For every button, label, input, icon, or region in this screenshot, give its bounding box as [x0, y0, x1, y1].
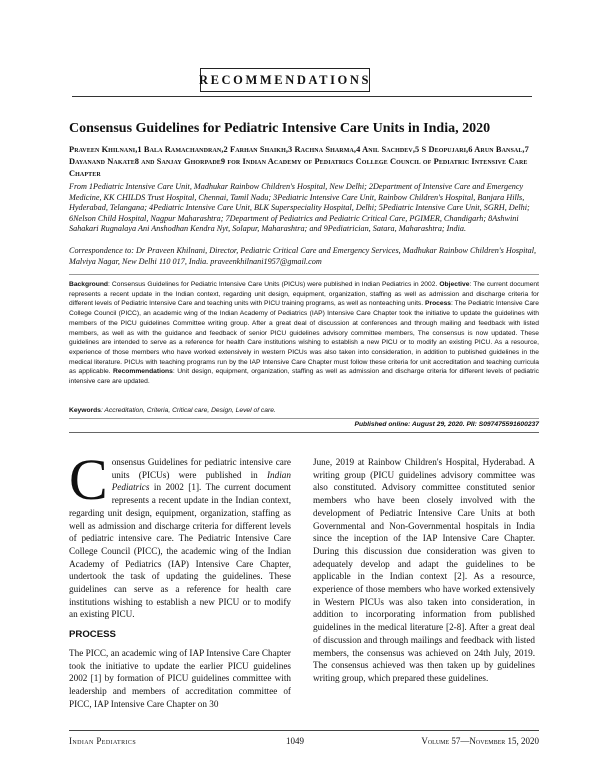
abstract-background: : Consensus Guidelines for Pediatric Intensive Care Units (PICUs) were published in Indian Pediatrics in 2002. [108, 281, 440, 288]
article-title: Consensus Guidelines for Pediatric Intensive Care Units in India, 2020 [69, 121, 491, 136]
footer-journal: Indian Pediatrics [69, 736, 137, 746]
published-online: Published online: August 29, 2020. PII: S097475591600237 [354, 421, 539, 428]
intro-journal: Indian Pediatrics [111, 469, 291, 493]
abstract-process-label: Process [425, 300, 452, 308]
abstract-top-rule [69, 274, 539, 275]
keywords-text: : Accreditation, Criteria, Critical care, Design, Level of care. [100, 407, 276, 414]
abstract-recommendations-label: Recommendations [113, 368, 173, 376]
process-heading: PROCESS [69, 629, 116, 641]
published-rule [69, 432, 539, 433]
intro-text-a: onsensus Guidelines for pediatric intensive care units (PICUs) were published in [111, 457, 291, 480]
drop-cap: C [69, 447, 108, 512]
page-number: 1049 [286, 736, 304, 746]
keywords [69, 406, 539, 415]
abstract-background-label: Background [69, 281, 109, 288]
intro-paragraph [69, 447, 291, 621]
footer-volume: Volume 57—November 15, 2020 [421, 736, 539, 746]
abstract-process: : The Pediatric Intensive Care College Council (PICC), an academic wing of the Indian Academy of Pediatrics (IAP) Intensive Care Chapter took the initiative to update the guidelines with members of the PICU guidelines Committee writing group. After a great deal of discussion at conferences and through mailing and feedback with listed members, as well as with the guidance and feedback of senior PICU guidelines advisory committee members, The consensus is now updated. These guidelines are intended to serve as a reference for health Care institutions wishing to establish a new PICU or to modify an existing PICU. As a resource, experience of those members who have worked extensively in western PICUs was also taken into consideration, in addition to published guidelines in the medical literature. PICUs with teaching programs run by the IAP Intensive Care Chapter must follow these criteria for unit accreditation and teaching curricula as applicable. [69, 300, 540, 376]
affiliations: From 1Pediatric Intensive Care Unit, Madhukar Rainbow Children's Hospital, New Delhi; 2Department of Intensive Care and Emergency Medicine, KK CHILDS Trust Hospital, Chennai, Tamil Nadu; 3Pediatric Intensive Care Unit, Rainbow Children's Hospital, Banjara Hills, Hyderabad, Telangana; 4Pediatric Intensive Care Unit, BLK Superspeciality Hospital, Delhi; 5Pediatric Intensive Care Unit, SGRH, Delhi; 6Nelson Child Hospital, Nagpur Maharashtra; 7Department of Pediatrics and Pediatric Critical Care, PGIMER, Chandigarh; 8Ashwini Sahakari Rugnalaya Ani Anshodhan Kendra Nyt, Solapur, Maharashtra; and 9Pediatrician, Satara, Maharashtra; India. [69, 182, 530, 234]
keywords-label: Keywords [69, 407, 101, 414]
abstract [69, 280, 539, 387]
abstract-objective: : The current document represents a recent update in the Indian context, regarding unit design, equipment, organization, staffing as well as admission and discharge criteria for different levels of Pediatric Intensive Care and teaching units with PICU training programs, as well as nonteaching units. [69, 281, 539, 308]
process-paragraph: The PICC, an academic wing of IAP Intensive Care Chapter took the initiative to update the earlier PICU guidelines 2002 [1] by formation of PICU guidelines committee with leadership and members of accreditation committee of PICC, IAP Intensive Care Chapter on 30 [69, 647, 291, 709]
correspondence: Correspondence to: Dr Praveen Khilnani, Director, Pediatric Critical Care and Emergency Services, Madhukar Rainbow Children's Hospital, Malviya Nagar, New Delhi 110 017, India. praveenkhilnani1957@gmail.com [69, 246, 537, 266]
keywords-rule [69, 418, 539, 419]
abstract-recommendations: : Unit design, equipment, organization, staffing as well as admission and discharge criteria for different levels of pediatric intensive care are updated. [69, 368, 539, 386]
body-column-right [313, 456, 535, 685]
body-column-left [69, 447, 291, 710]
section-banner: RECOMMENDATIONS [200, 68, 370, 92]
abstract-objective-label: Objective [439, 281, 470, 288]
process-continued: June, 2019 at Rainbow Children's Hospital, Hyderabad. A writing group (PICU guidelines advisory committee was also constituted. Advisory committee constituted senior members who have been closely involved with the development of Pediatric Intensive Care Units at both Governmental and Non-Governmental hospitals in India since the inception of the IAP Intensive Care Chapter. During this discussion due consideration was given to adequately develop and adapt the guidelines to be applicable in the Indian context [2]. As a resource, experience of those members who have worked extensively in Western PICUs was also taken into consideration, in addition to incorporating information from published guidelines in the medical literature [2-8]. After a great deal of discussion and through mailings and feedback with listed members, the consensus was achieved on 24th July, 2019. The consensus achieved was then taken up by guidelines writing group, which prepared these guidelines. [313, 457, 535, 683]
intro-text-b: in 2002 [1]. The current document represents a recent update in the Indian context, regarding unit design, equipment, organization, staffing as well as admission and discharge criteria for different levels of pediatric intensive care. The Pediatric Intensive Care College Council (PICC), the academic wing of the Indian Academy of Pediatrics (IAP) Intensive Care Chapter, undertook the task of updating the guidelines. These guidelines can serve as a reference for health care institutions wishing to establish a new PICU or to modify an existing PICU. [69, 482, 291, 620]
author-list: Praveen Khilnani,1 Bala Ramachandran,2 Farhan Shaikh,3 Rachna Sharma,4 Anil Sachdev,5 S Deopujari,6 Arun Bansal,7 Dayanand Nakate8 and Sanjay Ghorpade9 for Indian Academy of Pediatrics College Council of Pediatric Intensive Care Chapter [69, 145, 529, 178]
footer-rule [69, 730, 539, 731]
banner-rule [72, 96, 532, 97]
